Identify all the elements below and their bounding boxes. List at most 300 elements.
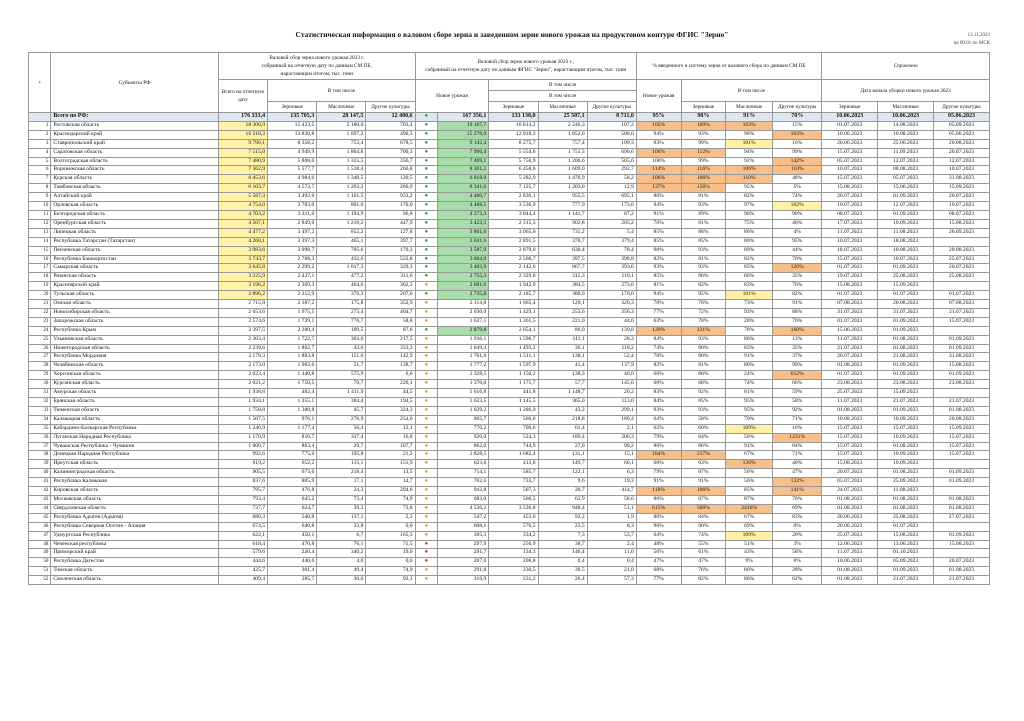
pct-value: 121% <box>681 326 726 335</box>
harvest-start-date: 15.07.2023 <box>934 451 990 460</box>
row-index: 20 <box>29 291 51 300</box>
fgis-value: 170,0 <box>587 291 636 300</box>
row-index: 1 <box>29 121 51 130</box>
pct-value: 28% <box>726 317 773 326</box>
fgis-value: 39,5 <box>538 567 587 576</box>
fgis-value: 86,0 <box>538 326 587 335</box>
harvest-start-date: 20.07.2023 <box>822 469 878 478</box>
table-row <box>29 522 990 531</box>
smpb-value: 2 299,2 <box>268 264 317 273</box>
harvest-start-date: 10.08.2023 <box>878 130 934 139</box>
harvest-start-date: 10.07.2023 <box>934 166 990 175</box>
pct-value: 101% <box>726 291 773 300</box>
fgis-value: 3 065,0 <box>489 228 538 237</box>
fgis-value: 1 828,5 <box>437 451 488 460</box>
smpb-value: 1 864,8 <box>317 148 366 157</box>
pct-value: 78% <box>636 300 681 309</box>
row-index: 22 <box>29 308 51 317</box>
table-row <box>29 460 990 469</box>
fgis-value: 118,2 <box>587 344 636 353</box>
fgis-value: 206,3 <box>587 433 636 442</box>
smpb-value: 14,7 <box>366 478 415 487</box>
pct-value: 63% <box>636 317 681 326</box>
total-cell: 10.06.2023 <box>878 113 934 122</box>
pct-value: 78% <box>636 353 681 362</box>
harvest-start-date: 20.07.2023 <box>822 193 878 202</box>
harvest-start-date: 15.07.2023 <box>934 317 990 326</box>
smpb-value: 409,4 <box>218 576 267 585</box>
harvest-start-date: 01.09.2023 <box>878 264 934 273</box>
harvest-start-date: 20.06.2023 <box>822 139 878 148</box>
pct-value: 76% <box>681 300 726 309</box>
pct-value: 120% <box>773 264 822 273</box>
pct-value: 68% <box>636 380 681 389</box>
status-dot: ● <box>415 219 437 228</box>
pct-value: 94% <box>636 130 681 139</box>
pct-value: 89% <box>726 246 773 255</box>
subject-name: Томская область <box>51 567 219 576</box>
total-cell: 95% <box>636 113 681 122</box>
smpb-value: 1 758,8 <box>218 406 267 415</box>
fgis-value: 63,9 <box>538 495 587 504</box>
smpb-value: 4 703,2 <box>218 210 267 219</box>
fgis-value: 3 641,6 <box>437 237 488 246</box>
harvest-start-date: 23.08.2023 <box>822 380 878 389</box>
fgis-value: 92,2 <box>538 513 587 522</box>
fgis-value: 21,0 <box>587 567 636 576</box>
status-dot: ● <box>415 317 437 326</box>
pct-value: 3% <box>773 540 822 549</box>
subject-name: Тюменская область <box>51 406 219 415</box>
row-index: 5 <box>29 157 51 166</box>
pct-value: 50% <box>636 549 681 558</box>
pct-value: 1231% <box>773 433 822 442</box>
smpb-value: 5 577,7 <box>268 166 317 175</box>
pct-value: 81% <box>681 219 726 228</box>
fgis-value: 1 852,0 <box>538 130 587 139</box>
row-index: 3 <box>29 139 51 148</box>
harvest-start-date <box>934 549 990 558</box>
smpb-value: 73,4 <box>317 495 366 504</box>
smpb-value: 220,4 <box>268 549 317 558</box>
fgis-value: 291,0 <box>437 567 488 576</box>
table-row <box>29 317 990 326</box>
subject-name: Удмуртская Республика <box>51 531 219 540</box>
smpb-value: 432,6 <box>317 255 366 264</box>
smpb-value: 753,4 <box>317 139 366 148</box>
subject-name: Волгоградская область <box>51 157 219 166</box>
fgis-value: 706,6 <box>489 424 538 433</box>
row-index: 9 <box>29 193 51 202</box>
smpb-value: 33,8 <box>317 522 366 531</box>
pct-value: 77% <box>636 308 681 317</box>
pct-value: 80% <box>636 513 681 522</box>
total-cell: 05.06.2023 <box>934 113 990 122</box>
smpb-value: 165,3 <box>366 531 415 540</box>
pct-value: 612% <box>773 371 822 380</box>
subject-name: Омская область <box>51 300 219 309</box>
harvest-start-date: 20.07.2023 <box>934 264 990 273</box>
table-row <box>29 148 990 157</box>
fgis-value: 5 756,9 <box>489 157 538 166</box>
pct-value: 100% <box>636 157 681 166</box>
status-dot: ● <box>415 326 437 335</box>
table-row <box>29 558 990 567</box>
harvest-start-date: 12.07.2023 <box>934 157 990 166</box>
harvest-start-date: 31.07.2023 <box>878 308 934 317</box>
table-row <box>29 344 990 353</box>
status-dot: ● <box>415 522 437 531</box>
pct-value: 4% <box>773 228 822 237</box>
smpb-value: 115,1 <box>317 460 366 469</box>
fgis-value: 5 554,6 <box>489 148 538 157</box>
pct-value: 85% <box>681 237 726 246</box>
harvest-start-date: 01.08.2023 <box>878 469 934 478</box>
harvest-start-date: 15.07.2023 <box>822 433 878 442</box>
header-incl-2: В том числе <box>489 80 636 91</box>
smpb-value: 51,7 <box>317 362 366 371</box>
smpb-value: 175,8 <box>317 300 366 309</box>
pct-value: 93% <box>681 406 726 415</box>
pct-value: 74% <box>636 344 681 353</box>
table-row <box>29 335 990 344</box>
pct-value: 75% <box>726 219 773 228</box>
harvest-start-date: 10.07.2023 <box>878 255 934 264</box>
pct-value: 5% <box>773 184 822 193</box>
row-index: 47 <box>29 531 51 540</box>
fgis-value: 26,4 <box>538 576 587 585</box>
harvest-start-date: 01.10.2023 <box>878 549 934 558</box>
pct-value: 130% <box>726 460 773 469</box>
pct-value: 101% <box>726 139 773 148</box>
harvest-start-date: 15.08.2023 <box>822 460 878 469</box>
harvest-start-date <box>934 389 990 398</box>
harvest-start-date: 21.07.2023 <box>822 344 878 353</box>
status-dot: ● <box>415 460 437 469</box>
fgis-value: 1 370,0 <box>437 380 488 389</box>
smpb-value: 1 518,4 <box>317 166 366 175</box>
smpb-value: 352,9 <box>366 300 415 309</box>
pct-value: 74% <box>726 380 773 389</box>
fgis-value: 2 114,8 <box>437 300 488 309</box>
pct-value: 15% <box>773 121 822 130</box>
table-row <box>29 549 990 558</box>
fgis-value: 8 361,2 <box>437 166 488 175</box>
row-index: 31 <box>29 389 51 398</box>
harvest-start-date: 23.08.2023 <box>878 380 934 389</box>
smpb-value: 30,6 <box>317 576 366 585</box>
smpb-value: 737,7 <box>218 504 267 513</box>
fgis-value: 3 587,9 <box>437 246 488 255</box>
harvest-start-date: 15.08.2023 <box>934 219 990 228</box>
pct-value: 68% <box>636 567 681 576</box>
header-group-pct: % введенного в систему зерна от валового сбора по данным СМ ПБ <box>636 53 821 80</box>
status-dot: ● <box>415 308 437 317</box>
fgis-value: 311,1 <box>538 335 587 344</box>
smpb-value: 1 246,9 <box>218 424 267 433</box>
harvest-start-date: 20.06.2023 <box>822 513 878 522</box>
harvest-start-date: 25.09.2023 <box>878 478 934 487</box>
pct-value: 84% <box>636 398 681 407</box>
smpb-value: 700,3 <box>366 148 415 157</box>
harvest-start-date: 01.09.2023 <box>934 469 990 478</box>
harvest-start-date: 01.09.2023 <box>878 567 934 576</box>
pct-value: 67% <box>726 513 773 522</box>
pct-value: 99% <box>681 157 726 166</box>
harvest-start-date: 15.08.2023 <box>822 184 878 193</box>
status-dot: ● <box>415 504 437 513</box>
fgis-value: 146,4 <box>538 549 587 558</box>
harvest-start-date: 27.07.2023 <box>934 513 990 522</box>
fgis-value: 506,6 <box>587 130 636 139</box>
status-dot: ● <box>415 406 437 415</box>
harvest-start-date: 07.08.2023 <box>934 300 990 309</box>
smpb-value: 2 896,2 <box>218 291 267 300</box>
harvest-start-date: 01.09.2023 <box>878 362 934 371</box>
status-dot: ● <box>415 166 437 175</box>
pct-value: 84% <box>636 335 681 344</box>
row-index: 28 <box>29 362 51 371</box>
pct-value: 91% <box>636 478 681 487</box>
smpb-value: 4 477,2 <box>218 228 267 237</box>
smpb-value: 285,7 <box>268 576 317 585</box>
table-row <box>29 398 990 407</box>
pct-value: 106% <box>681 175 726 184</box>
header-new-harvest-pct: Новое урожая <box>636 80 681 113</box>
fgis-value: 253,6 <box>538 308 587 317</box>
smpb-value: 363,0 <box>317 335 366 344</box>
pct-value: 86% <box>636 442 681 451</box>
smpb-value: 0,0 <box>366 522 415 531</box>
harvest-start-date: 14.08.2023 <box>878 121 934 130</box>
fgis-value: 7 125,7 <box>489 184 538 193</box>
harvest-table <box>28 52 990 585</box>
smpb-value: 795,7 <box>218 487 267 496</box>
table-row <box>29 371 990 380</box>
smpb-value: 43,6 <box>317 344 366 353</box>
harvest-start-date: 01.08.2023 <box>934 504 990 513</box>
subject-name: Ульяновская область <box>51 335 219 344</box>
smpb-value: 13,1 <box>366 424 415 433</box>
table-row <box>29 175 990 184</box>
status-dot: ● <box>415 237 437 246</box>
table-row <box>29 513 990 522</box>
pct-value: 86% <box>726 228 773 237</box>
pct-value: 62% <box>773 576 822 585</box>
harvest-start-date: 31.08.2023 <box>934 175 990 184</box>
harvest-start-date: 10.08.2023 <box>878 246 934 255</box>
harvest-start-date: 05.09.2023 <box>878 558 934 567</box>
smpb-value: 2 178,3 <box>218 353 267 362</box>
pct-value: 110% <box>726 175 773 184</box>
smpb-value: 329,3 <box>366 264 415 273</box>
fgis-value: 1 476,9 <box>538 175 587 184</box>
pct-value: 85% <box>636 237 681 246</box>
pct-value: 94% <box>636 291 681 300</box>
harvest-start-date: 01.08.2023 <box>822 504 878 513</box>
harvest-start-date: 01.07.2023 <box>822 121 878 130</box>
smpb-value: 837,6 <box>218 478 267 487</box>
subject-name: Ставропольский край <box>51 139 219 148</box>
harvest-start-date: 01.09.2023 <box>878 317 934 326</box>
pct-value: 77% <box>636 576 681 585</box>
fgis-value: 52,4 <box>587 353 636 362</box>
pct-value: 56% <box>726 469 773 478</box>
harvest-start-date: 05.07.2023 <box>822 478 878 487</box>
pct-value: 93% <box>681 264 726 273</box>
row-index: 13 <box>29 228 51 237</box>
smpb-value: 58,8 <box>366 317 415 326</box>
row-index: 44 <box>29 504 51 513</box>
pct-value: 47% <box>681 558 726 567</box>
pct-value: 63% <box>681 460 726 469</box>
pct-value: 106% <box>726 166 773 175</box>
smpb-value: 2 187,2 <box>268 300 317 309</box>
fgis-value: 920,0 <box>437 433 488 442</box>
fgis-value: 129,1 <box>538 300 587 309</box>
fgis-value: 4 536,2 <box>437 504 488 513</box>
header-oilseeds-2: Масличные <box>538 102 587 113</box>
smpb-value: 18 306,9 <box>218 121 267 130</box>
fgis-value: 16 814,2 <box>489 121 538 130</box>
smpb-value: 207,0 <box>366 291 415 300</box>
fgis-value: 44,6 <box>587 317 636 326</box>
fgis-value: 19 167,7 <box>437 121 488 130</box>
subject-name: Херсонская область <box>51 371 219 380</box>
fgis-value: 51,1 <box>587 504 636 513</box>
harvest-start-date: 10.08.2023 <box>822 415 878 424</box>
table-row <box>29 130 990 139</box>
smpb-value: 120,5 <box>366 175 415 184</box>
pct-value: 58% <box>773 398 822 407</box>
smpb-value: 919,2 <box>218 460 267 469</box>
header-total-to-date: Всего на отчетную дату <box>218 80 267 113</box>
harvest-start-date: 25.08.2023 <box>878 513 934 522</box>
subject-name: Воронежская область <box>51 166 219 175</box>
pct-value: 59% <box>773 389 822 398</box>
harvest-start-date: 10.09.2023 <box>878 451 934 460</box>
header-cereals-2: Зерновые <box>489 102 538 113</box>
pct-value: 84% <box>681 513 726 522</box>
fgis-value: 1 148,7 <box>538 389 587 398</box>
smpb-value: 13 830,8 <box>268 130 317 139</box>
pct-value: 79% <box>636 433 681 442</box>
smpb-value: 49,4 <box>317 567 366 576</box>
pct-value: 58% <box>773 549 822 558</box>
fgis-value: 207,6 <box>437 558 488 567</box>
fgis-value: 1 609,0 <box>538 166 587 175</box>
harvest-start-date: 10.06.2023 <box>822 130 878 139</box>
fgis-value: 109,3 <box>587 139 636 148</box>
pct-value: 9% <box>726 558 773 567</box>
status-dot: ● <box>415 175 437 184</box>
fgis-value: 1 203,0 <box>538 184 587 193</box>
fgis-value: 4 488,5 <box>437 202 488 211</box>
fgis-value: 297,9 <box>437 540 488 549</box>
harvest-start-date: 10.06.2023 <box>822 558 878 567</box>
fgis-value: 1 751,3 <box>538 148 587 157</box>
fgis-value: 78,4 <box>587 246 636 255</box>
fgis-value: 1 206,6 <box>538 157 587 166</box>
header-index: • <box>29 53 51 113</box>
harvest-start-date: 01.09.2023 <box>878 326 934 335</box>
subject-name: Краснодарский край <box>51 130 219 139</box>
fgis-value: 1 623,5 <box>437 398 488 407</box>
smpb-value: 151,9 <box>366 460 415 469</box>
pct-value: 71% <box>773 451 822 460</box>
harvest-start-date: 15.07.2023 <box>934 442 990 451</box>
smpb-value: 39,3 <box>317 504 366 513</box>
smpb-value: 87,6 <box>366 326 415 335</box>
table-row <box>29 442 990 451</box>
fgis-value: 1 627,1 <box>437 317 488 326</box>
subject-name: Тульская область <box>51 291 219 300</box>
fgis-value: 40,0 <box>587 371 636 380</box>
smpb-value: 376,3 <box>317 291 366 300</box>
status-dot: ● <box>415 193 437 202</box>
status-dot: ● <box>415 513 437 522</box>
pct-value: 97% <box>726 202 773 211</box>
report-date: 13.11.2023 <box>967 33 990 38</box>
harvest-start-date: 15.08.2023 <box>878 531 934 540</box>
harvest-start-date: 15.07.2023 <box>934 433 990 442</box>
fgis-value: 3 064,9 <box>437 255 488 264</box>
status-dot: ● <box>415 576 437 585</box>
row-index: 34 <box>29 415 51 424</box>
smpb-value: 801,0 <box>317 202 366 211</box>
subject-name: Саратовская область <box>51 148 219 157</box>
smpb-value: 7 515,0 <box>218 148 267 157</box>
pct-value: 106% <box>681 487 726 496</box>
fgis-value: 2 879,8 <box>437 326 488 335</box>
fgis-value: 6 818,0 <box>437 175 488 184</box>
harvest-start-date: 11.07.2023 <box>822 228 878 237</box>
fgis-value: 365,0 <box>538 398 587 407</box>
pct-value: 95% <box>726 406 773 415</box>
smpb-value: 425,7 <box>218 567 267 576</box>
harvest-start-date: 20.06.2023 <box>822 522 878 531</box>
fgis-value: 9,6 <box>538 478 587 487</box>
smpb-value: 2 397,5 <box>218 326 267 335</box>
smpb-value: 6,7 <box>317 531 366 540</box>
subject-name: Чеченская республика <box>51 540 219 549</box>
smpb-value: 3 098,7 <box>268 246 317 255</box>
fgis-value: 58,6 <box>587 495 636 504</box>
header-incl-3: В том числе <box>681 80 822 102</box>
pct-value: 105% <box>636 121 681 130</box>
table-row <box>29 495 990 504</box>
total-cell: 167 356,1 <box>437 113 488 122</box>
smpb-value: 852,2 <box>317 228 366 237</box>
fgis-value: 762,6 <box>437 478 488 487</box>
status-dot: ● <box>415 415 437 424</box>
harvest-start-date: 11.09.2023 <box>878 148 934 157</box>
status-dot: ● <box>415 567 437 576</box>
table-row <box>29 291 990 300</box>
harvest-start-date: 31.08.2023 <box>934 353 990 362</box>
subject-name: Оренбургская область <box>51 219 219 228</box>
fgis-value: 2,1 <box>587 424 636 433</box>
harvest-start-date: 01.07.2023 <box>822 264 878 273</box>
fgis-value: 2 601,0 <box>437 282 488 291</box>
harvest-start-date: 10.07.2023 <box>822 202 878 211</box>
smpb-value: 276,9 <box>317 415 366 424</box>
fgis-value: 777,9 <box>538 202 587 211</box>
fgis-value: 1 150,2 <box>489 371 538 380</box>
fgis-value: 8 341,6 <box>437 184 488 193</box>
fgis-value: 3 536,9 <box>489 202 538 211</box>
pct-value: 92% <box>681 389 726 398</box>
